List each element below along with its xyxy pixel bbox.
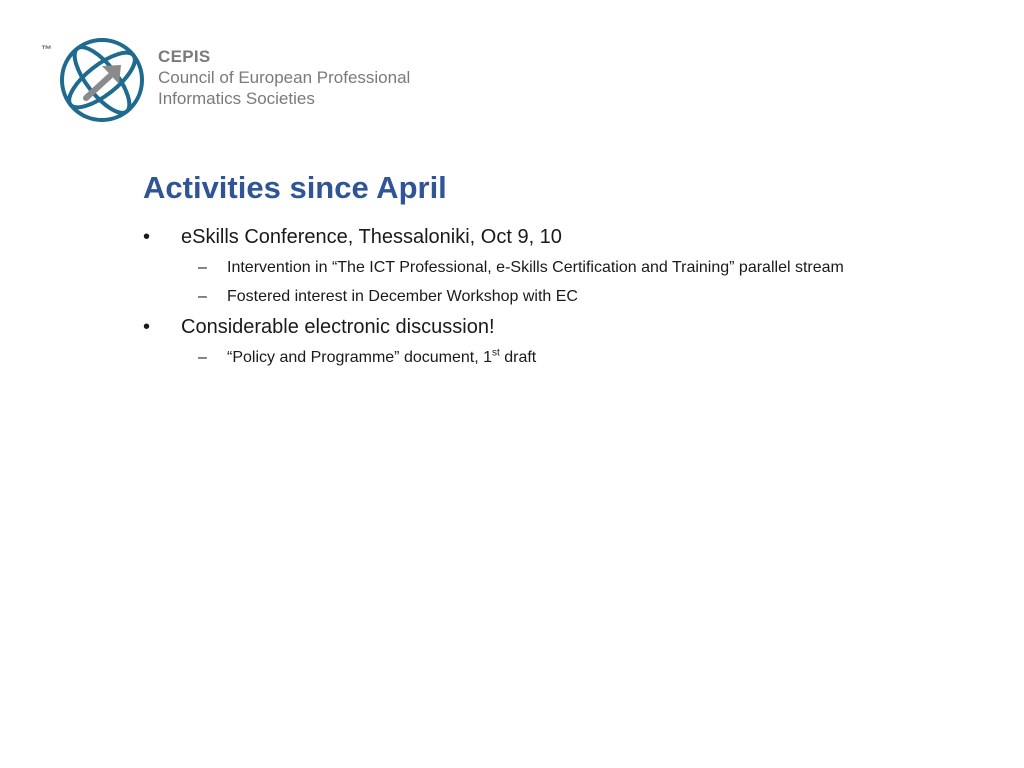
organization-name-block xyxy=(158,46,410,109)
sub-bullet-text-main: “Policy and Programme” document, 1 xyxy=(227,349,492,366)
organization-name-line-1: Council of European Professional xyxy=(158,68,411,87)
sub-bullet-intervention xyxy=(143,256,927,279)
trademark-mark: ™ xyxy=(41,44,52,56)
slide-content xyxy=(143,218,943,369)
bullet-text: Considerable electronic discussion! xyxy=(181,316,495,338)
bullet-text: eSkills Conference, Thessaloniki, Oct 9, 10 xyxy=(181,226,562,248)
slide-title: Activities since April xyxy=(143,170,447,205)
sub-bullet-workshop xyxy=(143,285,927,308)
dash-marker: – xyxy=(198,288,207,305)
bullet-marker: • xyxy=(143,316,151,338)
sub-bullet-text-end: draft xyxy=(499,349,537,366)
cepis-globe-icon xyxy=(58,36,146,124)
sub-bullet-policy-document xyxy=(143,346,927,369)
cepis-logo xyxy=(38,36,458,126)
sub-bullet-text: Fostered interest in December Workshop with EC xyxy=(227,288,578,305)
bullet-item-eskills xyxy=(143,224,943,250)
bullet-marker: • xyxy=(143,226,151,248)
organization-acronym: CEPIS xyxy=(158,47,211,66)
dash-marker: – xyxy=(198,349,207,366)
bullet-item-discussion xyxy=(143,314,943,340)
ordinal-suffix: st xyxy=(492,347,500,359)
dash-marker: – xyxy=(198,259,207,276)
organization-name-line-2: Informatics Societies xyxy=(158,89,315,108)
sub-bullet-text: Intervention in “The ICT Professional, e-Skills Certification and Training” parallel stream xyxy=(227,259,844,276)
sub-bullet-text xyxy=(227,349,536,366)
